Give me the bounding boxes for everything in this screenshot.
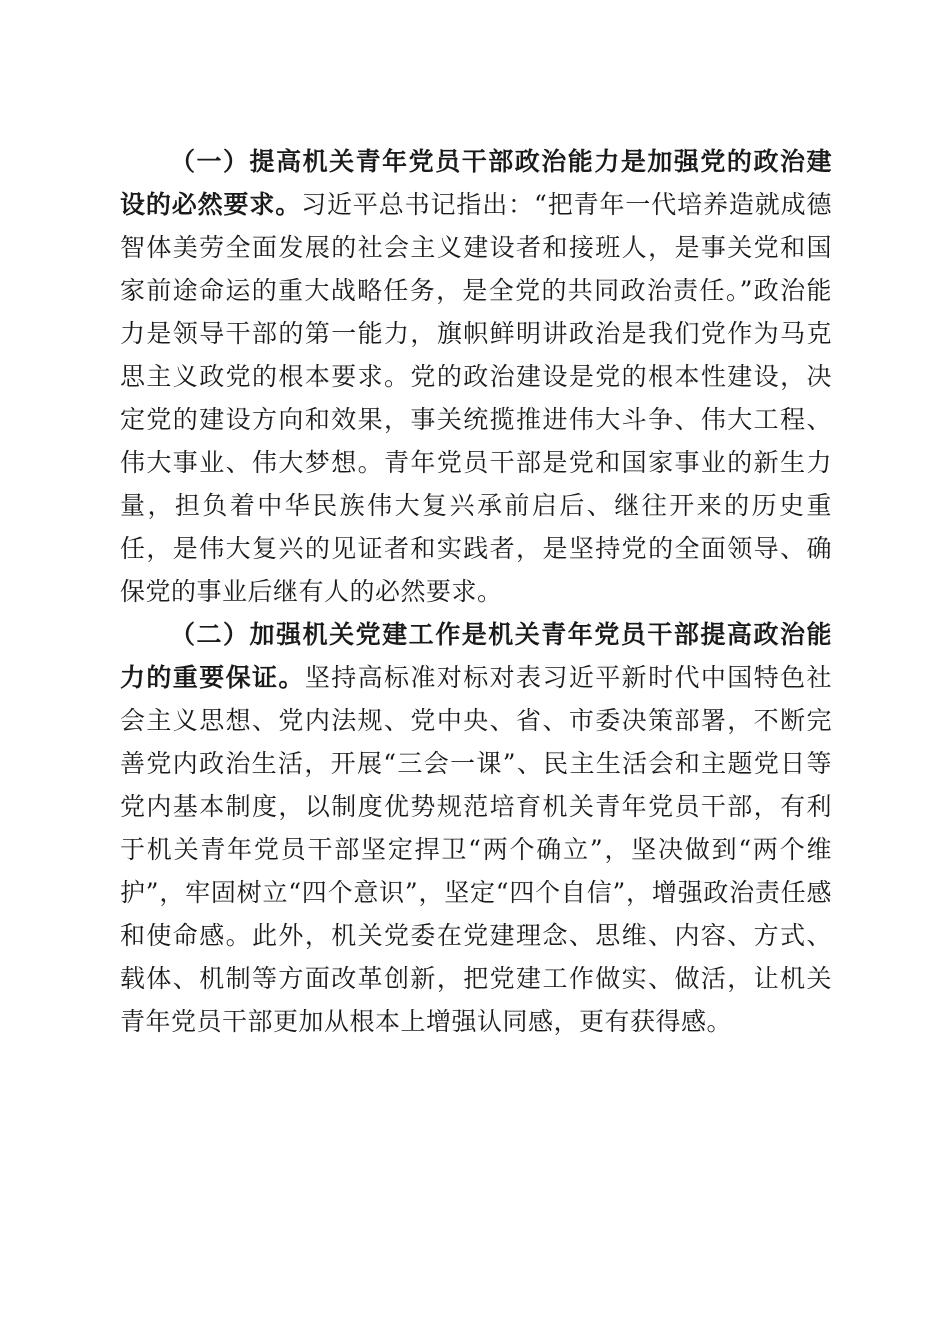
paragraph-2	[120, 613, 832, 1043]
paragraph-2-heading: （二）加强机关党建工作是机关青年党员干部提高政治能力的重要保证。	[120, 620, 832, 692]
document-page	[120, 140, 832, 1043]
paragraph-1-body: 习近平总书记指出：“把青年一代培养造就成德智体美劳全面发展的社会主义建设者和接班人，是事关党和国家前途命运的重大战略任务，是全党的共同政治责任。”政治能力是领导干部的第一能力，旗帜鲜明讲政治是我们党作为马克思主义政党的根本要求。党的政治建设是党的根本性建设，决定党的建设方向和效果，事关统揽推进伟大斗争、伟大工程、伟大事业、伟大梦想。青年党员干部是党和国家事业的新生力量，担负着中华民族伟大复兴承前启后、继往开来的历史重任，是伟大复兴的见证者和实践者，是坚持党的全面领导、确保党的事业后继有人的必然要求。	[120, 190, 832, 606]
paragraph-1	[120, 140, 832, 613]
paragraph-1-heading: （一）提高机关青年党员干部政治能力是加强党的政治建设的必然要求。	[120, 147, 832, 219]
paragraph-2-body: 坚持高标准对标对表习近平新时代中国特色社会主义思想、党内法规、党中央、省、市委决策部署，不断完善党内政治生活，开展“三会一课”、民主生活会和主题党日等党内基本制度，以制度优势规范培育机关青年党员干部，有利于机关青年党员干部坚定捍卫“两个确立”，坚决做到“两个维护”，牢固树立“四个意识”，坚定“四个自信”，增强政治责任感和使命感。此外，机关党委在党建理念、思维、内容、方式、载体、机制等方面改革创新，把党建工作做实、做活，让机关青年党员干部更加从根本上增强认同感，更有获得感。	[120, 663, 832, 1036]
